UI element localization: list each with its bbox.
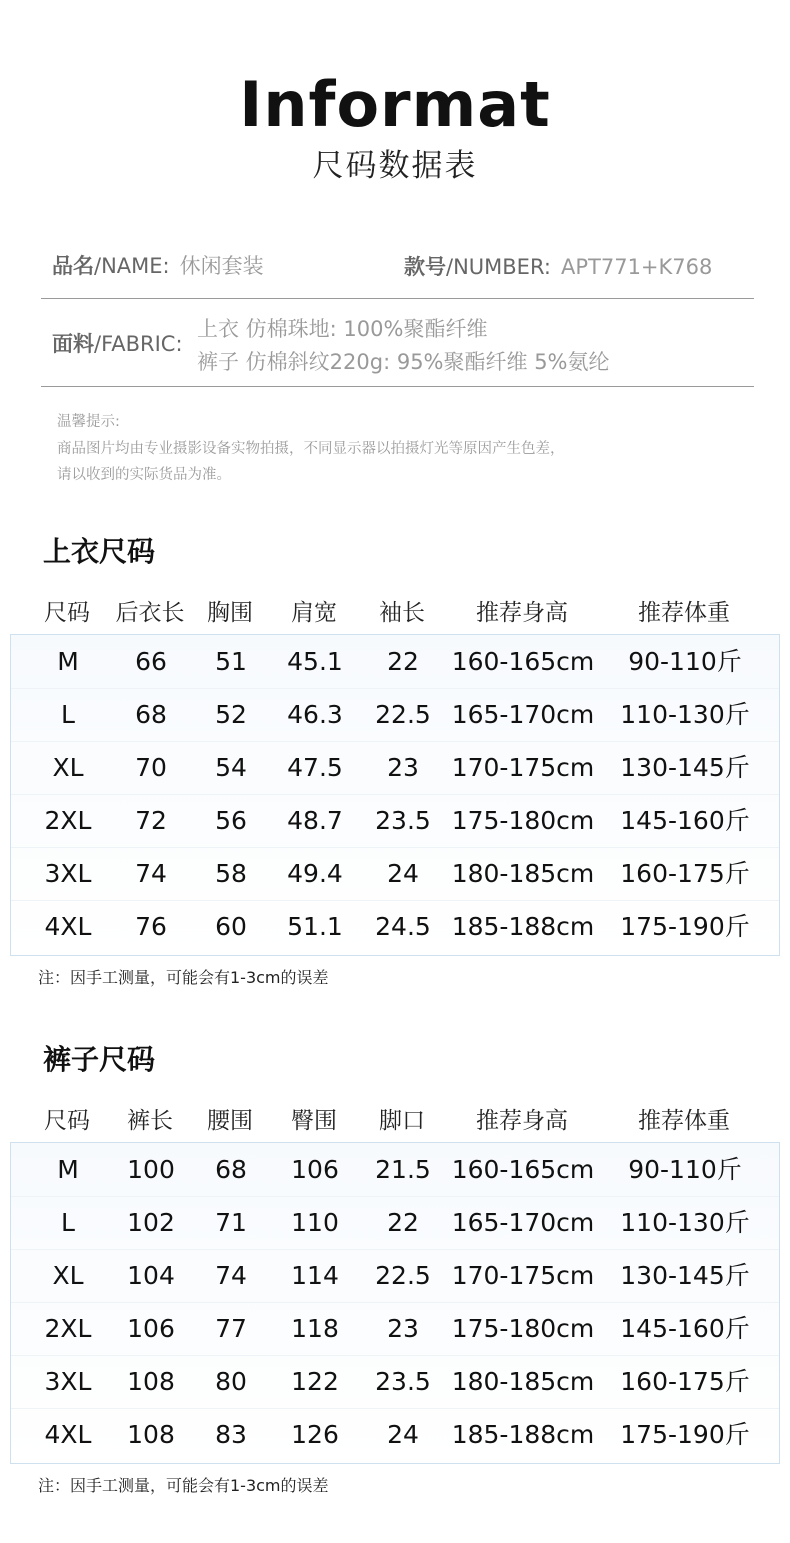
table-cell: 110 [291, 1208, 339, 1237]
divider-bottom [41, 386, 754, 387]
fabric-label [52, 328, 183, 358]
table-cell: XL [52, 1261, 84, 1290]
style-number-value: APT771+K768 [560, 255, 713, 279]
table-cell: 145-160斤 [620, 1314, 750, 1343]
table-cell: 21.5 [375, 1155, 431, 1184]
table-cell: 83 [215, 1420, 247, 1449]
fabric-top-line: 上衣 仿棉珠地: 100%聚酯纤维 [197, 317, 488, 341]
table-cell: 74 [135, 859, 167, 888]
table-cell: 72 [135, 806, 167, 835]
table-cell: 130-145斤 [620, 1261, 750, 1290]
table-cell: 24 [387, 1420, 419, 1449]
table-cell: 70 [135, 753, 167, 782]
table-cell: 145-160斤 [620, 806, 750, 835]
table-cell: 175-180cm [451, 1314, 595, 1343]
column-header: 腰围 [207, 1108, 253, 1134]
table-cell: 160-165cm [451, 1155, 595, 1184]
table-cell: 175-180cm [451, 806, 595, 835]
table-cell: 100 [127, 1155, 175, 1184]
pants-size-title: 裤子尺码 [43, 1043, 156, 1076]
table-row [11, 900, 779, 953]
column-header: 推荐身高 [476, 600, 568, 626]
table-cell: 108 [127, 1420, 175, 1449]
table-cell: 22 [387, 647, 419, 676]
table-row [11, 688, 779, 742]
product-name-value: 休闲套装 [179, 254, 264, 278]
table-cell: 58 [215, 859, 247, 888]
table-cell: 77 [215, 1314, 247, 1343]
divider-top [41, 298, 754, 299]
table-cell: 110-130斤 [620, 700, 750, 729]
style-number-label-en: /NUMBER: [446, 255, 551, 279]
product-name-label-en: /NAME: [94, 254, 170, 278]
table-cell: 175-190斤 [620, 1420, 750, 1449]
table-cell: 45.1 [287, 647, 343, 676]
table-cell: 3XL [44, 1367, 92, 1396]
column-header: 袖长 [379, 600, 425, 626]
style-number-label [404, 255, 551, 279]
table-cell: 2XL [44, 806, 92, 835]
top-size-table [10, 634, 780, 956]
table-cell: 24 [387, 859, 419, 888]
table-cell: 185-188cm [451, 912, 595, 941]
table-cell: 52 [215, 700, 247, 729]
column-header: 尺码 [44, 1108, 90, 1134]
table-cell: L [61, 700, 75, 729]
column-header: 后衣长 [115, 600, 185, 626]
table-cell: 130-145斤 [620, 753, 750, 782]
tip-label: 温馨提示: [57, 414, 120, 430]
table-cell: 76 [135, 912, 167, 941]
table-cell: 68 [135, 700, 167, 729]
product-name-label [52, 254, 170, 278]
column-header: 肩宽 [291, 600, 337, 626]
table-cell: 66 [135, 647, 167, 676]
fabric-pants-line: 裤子 仿棉斜纹220g: 95%聚酯纤维 5%氨纶 [197, 350, 610, 374]
table-cell: M [57, 1155, 79, 1184]
table-row [11, 1408, 779, 1461]
table-cell: 22.5 [375, 1261, 431, 1290]
page-subtitle: 尺码数据表 [312, 148, 478, 184]
column-header: 胸围 [207, 600, 253, 626]
table-cell: 48.7 [287, 806, 343, 835]
table-cell: 23 [387, 1314, 419, 1343]
table-cell: 71 [215, 1208, 247, 1237]
column-header: 推荐体重 [638, 1108, 730, 1134]
table-row [11, 847, 779, 901]
table-cell: 165-170cm [451, 1208, 595, 1237]
table-cell: 165-170cm [451, 700, 595, 729]
top-size-title: 上衣尺码 [43, 535, 156, 568]
table-cell: 180-185cm [451, 1367, 595, 1396]
column-header: 脚口 [379, 1108, 425, 1134]
column-header: 尺码 [44, 600, 90, 626]
table-cell: 22.5 [375, 700, 431, 729]
table-cell: M [57, 647, 79, 676]
table-cell: 74 [215, 1261, 247, 1290]
table-cell: 47.5 [287, 753, 343, 782]
table-cell: 90-110斤 [628, 1155, 742, 1184]
table-cell: 22 [387, 1208, 419, 1237]
table-cell: 175-190斤 [620, 912, 750, 941]
table-cell: 108 [127, 1367, 175, 1396]
table-row [11, 1196, 779, 1250]
table-cell: 60 [215, 912, 247, 941]
table-cell: 51.1 [287, 912, 343, 941]
table-cell: 23.5 [375, 806, 431, 835]
fabric-label-cn: 面料 [52, 332, 94, 356]
table-cell: 23.5 [375, 1367, 431, 1396]
table-cell: 90-110斤 [628, 647, 742, 676]
table-cell: 170-175cm [451, 753, 595, 782]
table-cell: 160-165cm [451, 647, 595, 676]
table-row [11, 1249, 779, 1303]
table-row [11, 1302, 779, 1356]
pants-size-table [10, 1142, 780, 1464]
table-cell: 24.5 [375, 912, 431, 941]
table-cell: 122 [291, 1367, 339, 1396]
table-cell: 126 [291, 1420, 339, 1449]
table-cell: 106 [127, 1314, 175, 1343]
table-cell: 46.3 [287, 700, 343, 729]
table-cell: 185-188cm [451, 1420, 595, 1449]
tip-line-2: 请以收到的实际货品为准。 [57, 467, 231, 483]
column-header: 推荐身高 [476, 1108, 568, 1134]
table-cell: 106 [291, 1155, 339, 1184]
table-row [11, 741, 779, 795]
table-cell: 170-175cm [451, 1261, 595, 1290]
table-cell: 49.4 [287, 859, 343, 888]
table-cell: 4XL [44, 1420, 92, 1449]
table-cell: 110-130斤 [620, 1208, 750, 1237]
table-cell: 68 [215, 1155, 247, 1184]
pants-size-note: 注：因手工测量，可能会有1-3cm的误差 [38, 1476, 329, 1495]
table-cell: XL [52, 753, 84, 782]
table-cell: 56 [215, 806, 247, 835]
table-cell: 3XL [44, 859, 92, 888]
table-cell: 4XL [44, 912, 92, 941]
page-title: Informat [239, 68, 551, 141]
table-cell: 160-175斤 [620, 859, 750, 888]
product-name-label-cn: 品名 [52, 254, 94, 278]
table-cell: 80 [215, 1367, 247, 1396]
column-header: 推荐体重 [638, 600, 730, 626]
table-row [11, 635, 779, 689]
table-cell: 118 [291, 1314, 339, 1343]
table-cell: 104 [127, 1261, 175, 1290]
style-number-row [404, 251, 712, 281]
tip-line-1: 商品图片均由专业摄影设备实物拍摄，不同显示器以拍摄灯光等原因产生色差， [57, 441, 565, 457]
column-header: 臀围 [291, 1108, 337, 1134]
table-cell: 180-185cm [451, 859, 595, 888]
table-cell: 114 [291, 1261, 339, 1290]
product-name-row [52, 250, 264, 280]
table-cell: 160-175斤 [620, 1367, 750, 1396]
table-row [11, 1355, 779, 1409]
column-header: 裤长 [127, 1108, 173, 1134]
fabric-label-en: /FABRIC: [94, 332, 183, 356]
table-cell: 54 [215, 753, 247, 782]
top-size-note: 注：因手工测量，可能会有1-3cm的误差 [38, 968, 329, 987]
table-cell: 23 [387, 753, 419, 782]
table-cell: 51 [215, 647, 247, 676]
style-number-label-cn: 款号 [404, 255, 446, 279]
table-cell: 2XL [44, 1314, 92, 1343]
table-row [11, 794, 779, 848]
table-row [11, 1143, 779, 1197]
table-cell: 102 [127, 1208, 175, 1237]
table-cell: L [61, 1208, 75, 1237]
